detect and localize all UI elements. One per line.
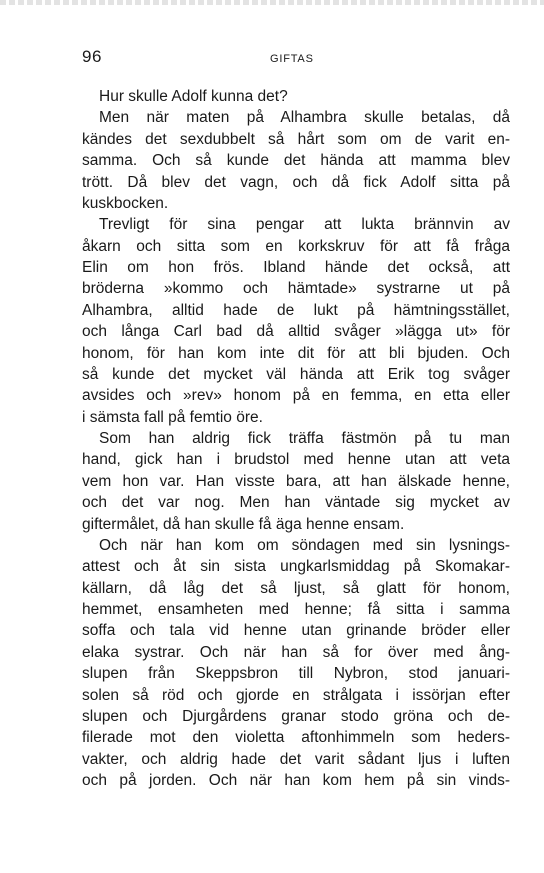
text-line: kändes det sexdubbelt så hårt som om de varit en- [82, 130, 510, 148]
text-line: Som han aldrig fick träffa fästmön på tu man [99, 430, 510, 447]
page-number: 96 [82, 47, 102, 66]
text-line: slupen från Skeppsbron till Nybron, stod januari- [82, 665, 510, 683]
text-line: och det var nog. Men han väntade sig mycket av [82, 494, 510, 512]
text-line: solen så röd och gjorde en strålgata i issörjan efter [82, 686, 510, 704]
text-line: filerade mot den violetta aftonhimmeln som heders- [82, 729, 510, 747]
text-line: källarn, då låg det så ljust, så glatt för honom, [82, 579, 510, 597]
body-text [82, 86, 510, 791]
text-line: samma. Och så kunde det hända att mamma blev [82, 152, 510, 170]
text-line: i sämsta fall på femtio öre. [82, 408, 263, 426]
text-line: och på jorden. Och när han kom hem på sin vinds- [82, 772, 510, 789]
text-line: vakter, och aldrig hade det varit sådant ljus i luften [82, 750, 510, 768]
text-line: Och när han kom om söndagen med sin lysnings- [99, 536, 510, 554]
text-line: giftermålet, då han skulle få äga henne ensam. [82, 515, 405, 533]
text-line: hemmet, ensamheten med henne; få sitta i samma [82, 601, 510, 618]
text-line: trött. Då blev det vagn, och då fick Adolf sitta på [82, 173, 510, 191]
text-line: Alhambra, alltid hade de lukt på hämtningsstället, [82, 301, 510, 319]
text-line: Elin om hon frös. Ibland hände det också, att [82, 259, 510, 276]
text-line: hand, gick han i brudstol med henne utan att veta [82, 451, 510, 469]
text-line: avsides och »rev» honom på en femma, en etta eller [82, 387, 510, 405]
text-line: Men när maten på Alhambra skulle betalas, då [99, 109, 510, 127]
text-line: så kunde det mycket väl hända att Erik tog svåger [82, 365, 510, 383]
text-line: elaka systrar. Och när han så for över med ång- [82, 643, 510, 661]
text-line: vem hon var. Han visste bara, att han älskade henne, [82, 472, 510, 490]
text-line: honom, för han kom inte dit för att bli bjuden. Och [82, 344, 510, 362]
text-line: slupen och Djurgårdens granar stodo gröna och de- [82, 707, 510, 725]
running-head: GIFTAS [270, 53, 314, 65]
text-line: kuskbocken. [82, 194, 169, 212]
text-line: och långa Carl bad då alltid svåger »lägga ut» för [82, 323, 510, 341]
text-line: attest och åt sin sista ungkarlsmiddag på Skomakar- [82, 558, 510, 576]
text-line: bröderna »kommo och hämtade» systrarne ut på [82, 280, 510, 298]
text-line: Trevligt för sina pengar att lukta brännvin av [99, 216, 510, 234]
text-line: åkarn och sitta som en korkskruv för att få fråga [82, 237, 510, 255]
page-top-edge [0, 0, 544, 5]
text-line: Hur skulle Adolf kunna det? [99, 88, 288, 105]
text-line: soffa och tala vid henne utan grinande bröder eller [82, 622, 510, 640]
